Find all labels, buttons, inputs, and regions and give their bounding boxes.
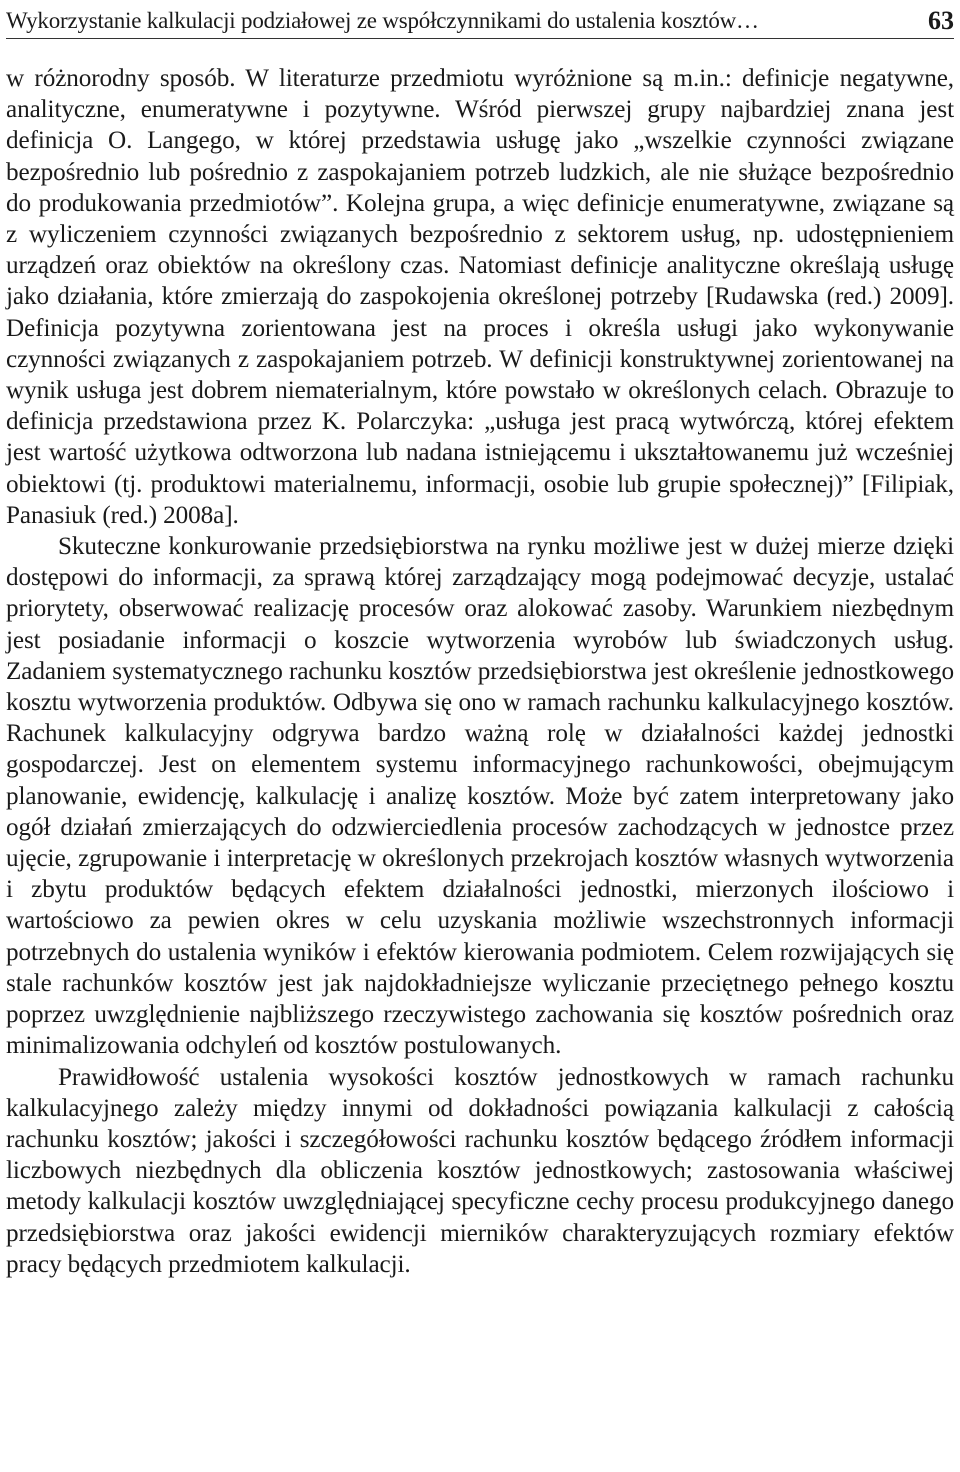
paragraph-1: w różnorodny sposób. W literaturze przedmiotu wyróżnione są m.in.: definicje negatywne, analityczne, enumeratywne i pozytywne. Wśród pierwszej grupy najbardziej znana jest definicja O. Langego, w której przedstawia usługę jako „wszelkie czynności związane bezpośrednio lub pośrednio z zaspokajaniem potrzeb ludzkich, ale nie służące bezpośrednio do produkowania przedmiotów”. Kolejna grupa, a więc definicje enumeratywne, związane są z wyliczeniem czynności związanych bezpośrednio z sektorem usług, np. udostępnieniem urządzeń oraz obiektów na określony czas. Natomiast definicje analityczne określają usługę jako działania, które zmierzają do zaspokojenia określonej potrzeby [Rudawska (red.) 2009]. Definicja pozytywna zorientowana jest na proces i określa usługi jako wykonywanie czynności związanych z zaspokajaniem potrzeb. W definicji konstruktywnej zorientowanej na wynik usługa jest dobrem niematerialnym, które powstało w określonych celach. Obrazuje to definicja przedstawiona przez K. Polarczyka: „usługa jest pracą wytwórczą, której efektem jest wartość użytkowa odtworzona lub nadana istniejącemu i ukształtowanemu już wcześniej obiektowi (tj. produktowi materialnemu, informacji, osobie lub grupie społecznej)” [Filipiak, Panasiuk (red.) 2008a]. (6, 65, 954, 529)
paragraph-3: Prawidłowość ustalenia wysokości kosztów jednostkowych w ramach rachunku kalkulacyjnego zależy między innymi od dokładności powiązania kalkulacji z całością rachunku kosztów; jakości i szczegółowości rachunku kosztów będącego źródłem informacji liczbowych niezbędnych dla obliczenia kosztów jednostkowych; zastosowania właściwej metody kalkulacji kosztów uwzględniającej specyficzne cechy procesu produkcyjnego danego przedsiębiorstwa oraz jakości ewidencji mierników charakteryzujących rozmiary efektów pracy będących przedmiotem kalkulacji. (6, 1063, 954, 1278)
document-page (6, 0, 954, 1472)
running-title: Wykorzystanie kalkulacji podziałowej ze współczynnikami do ustalenia kosztów… (6, 8, 759, 33)
page-number: 63 (928, 6, 954, 35)
running-header (6, 0, 954, 39)
body-text (6, 63, 954, 1280)
paragraph-2: Skuteczne konkurowanie przedsiębiorstwa na rynku możliwe jest w dużej mierze dzięki dostępowi do informacji, za sprawą której zarządzający mogą podejmować decyzje, ustalać priorytety, obserwować realizację procesów oraz alokować zasoby. Warunkiem niezbędnym jest posiadanie informacji o koszcie wytworzenia wyrobów lub świadczonych usług. Zadaniem systematycznego rachunku kosztów przedsiębiorstwa jest określenie jednostkowego kosztu wytworzenia produktów. Odbywa się ono w ramach rachunku kalkulacyjnego kosztów. Rachunek kalkulacyjny odgrywa bardzo ważną rolę w działalności każdej jednostki gospodarczej. Jest on elementem systemu informacyjnego rachunkowości, obejmującym planowanie, ewidencję, kalkulację i analizę kosztów. Może być zatem interpretowany jako ogół działań zmierzających do odzwierciedlenia procesów zachodzących w jednostce przez ujęcie, zgrupowanie i interpretację w określonych przekrojach kosztów własnych wytworzenia i zbytu produktów będących efektem działalności jednostki, mierzonych ilościowo i wartościowo za pewien okres w celu uzyskania możliwie wszechstronnych informacji potrzebnych do ustalenia wyników i efektów kierowania podmiotem. Celem rozwijających się stale rachunków kosztów jest jak najdokładniejsze wyliczanie przeciętnego pełnego kosztu poprzez uwzględnienie najbliższego rzeczywistego zachowania się kosztów pośrednich oraz minimalizowania odchyleń od kosztów postulowanych. (6, 533, 954, 1060)
